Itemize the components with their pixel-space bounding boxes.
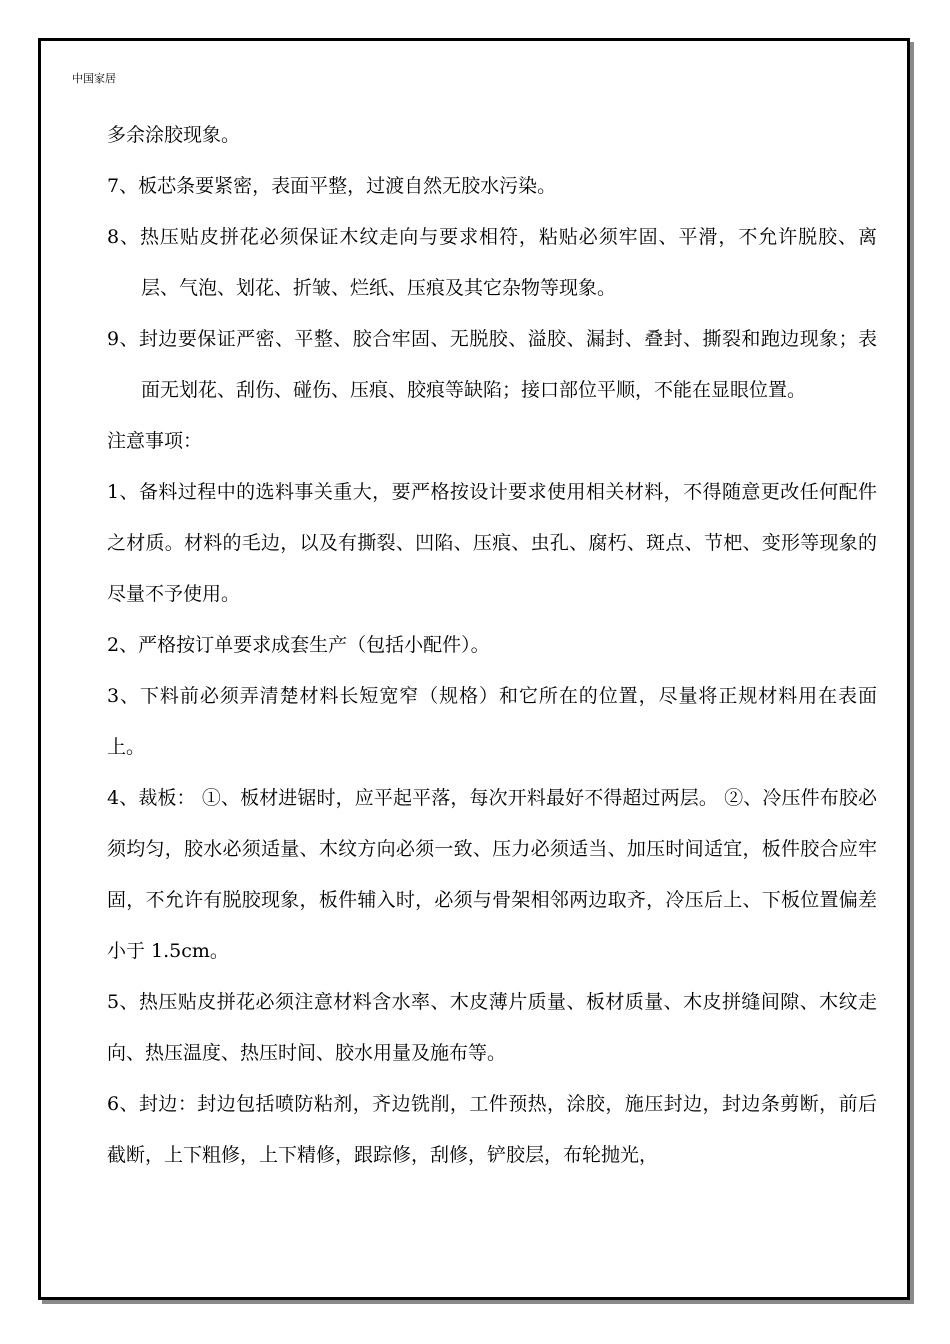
- paragraph-note-2: 2、严格按订单要求成套生产（包括小配件）。: [107, 634, 490, 656]
- document-body: [107, 110, 877, 1181]
- paragraph-continuation: 多余涂胶现象。: [107, 124, 241, 146]
- paragraph-item-9: 9、封边要保证严密、平整、胶合牢固、无脱胶、溢胶、漏封、叠封、撕裂和跑边现象；表面无划花、刮伤、碰伤、压痕、胶痕等缺陷；接口部位平顺，不能在显眼位置。: [107, 328, 877, 401]
- paragraph-item-8: 8、热压贴皮拼花必须保证木纹走向与要求相符，粘贴必须牢固、平滑，不允许脱胶、离层、气泡、划花、折皱、烂纸、压痕及其它杂物等现象。: [107, 226, 877, 299]
- paragraph-item-7: 7、板芯条要紧密，表面平整，过渡自然无胶水污染。: [107, 175, 557, 197]
- header-label: 中国家居: [72, 72, 116, 85]
- paragraph-note-3: 3、下料前必须弄清楚材料长短宽窄（规格）和它所在的位置，尽量将正规材料用在表面上。: [107, 685, 877, 758]
- paragraph-note-6: 6、封边：封边包括喷防粘剂，齐边铣削，工件预热，涂胶，施压封边，封边条剪断，前后截断，上下粗修，上下精修，跟踪修，刮修，铲胶层，布轮抛光，: [107, 1093, 877, 1166]
- section-heading-notes: 注意事项：: [107, 430, 203, 452]
- paragraph-note-1: 1、备料过程中的选料事关重大，要严格按设计要求使用相关材料，不得随意更改任何配件之材质。材料的毛边，以及有撕裂、凹陷、压痕、虫孔、腐朽、斑点、节杷、变形等现象的尽量不予使用。: [107, 481, 877, 605]
- paragraph-note-5: 5、热压贴皮拼花必须注意材料含水率、木皮薄片质量、板材质量、木皮拼缝间隙、木纹走向、热压温度、热压时间、胶水用量及施布等。: [107, 991, 877, 1064]
- paragraph-note-4: 4、裁板： ①、板材进锯时，应平起平落，每次开料最好不得超过两层。 ②、冷压件布胶必须均匀，胶水必须适量、木纹方向必须一致、压力必须适当、加压时间适宜，板件胶合应牢固，不允许有脱胶现象，板件辅入时，必须与骨架相邻两边取齐，冷压后上、下板位置偏差小于 1.5cm。: [107, 787, 877, 962]
